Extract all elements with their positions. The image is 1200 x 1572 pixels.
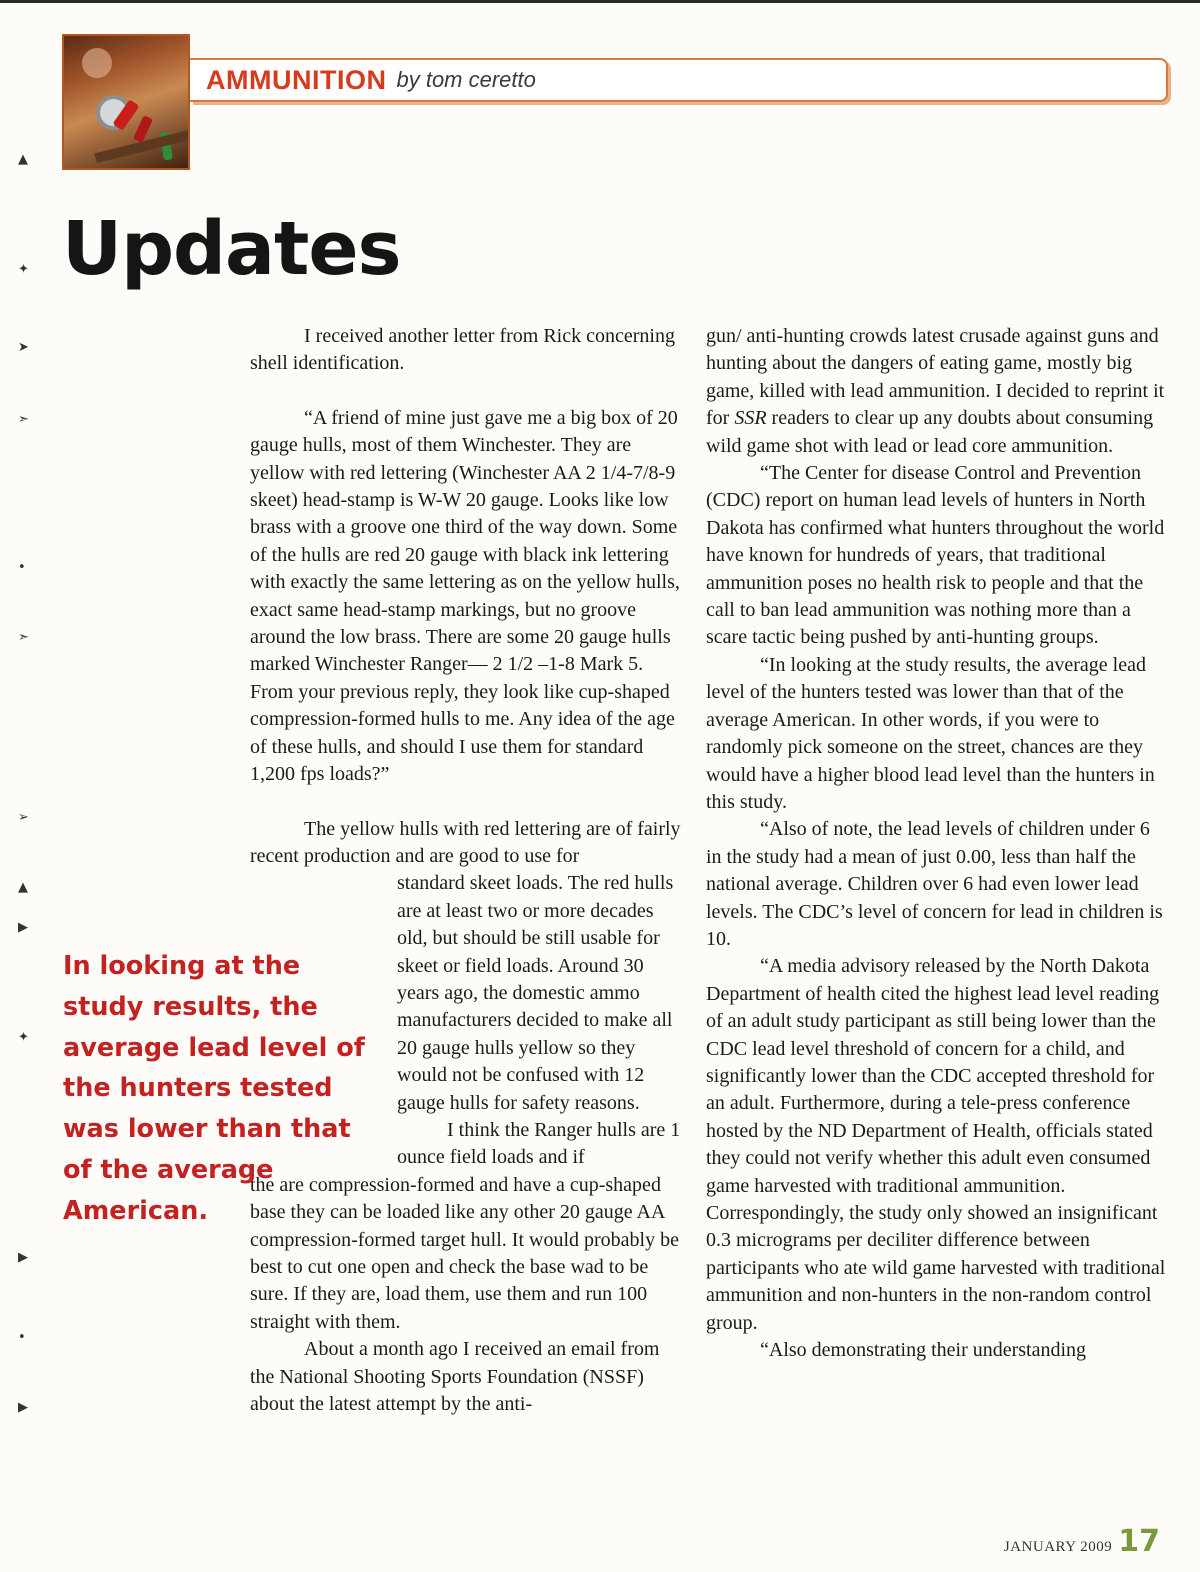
margin-mark: ➢ — [18, 810, 29, 825]
wrapped-text — [397, 870, 688, 1171]
margin-mark: ▶ — [18, 1400, 28, 1415]
section-name: AMMUNITION — [206, 64, 387, 95]
paragraph: “A media advisory released by the North Dakota Department of health cited the highest lead level reading of an adult study participant as still being lower than the CDC lead level threshold of concern for a child, and significantly lower than the CDC accepted threshold for an adult. Furthermore, during a tele-press conference hosted by the ND Department of Health, officials stated they could not verify whether this adult even consumed game harvested with traditional ammunition. Correspondingly, the study only showed an insignificant 0.3 micrograms per deciliter difference between participants who ate wild game harvested with traditional ammunition and non-hunters in the non-random control group. — [706, 955, 1166, 1334]
header-photo-ammunition — [62, 34, 190, 170]
margin-mark: ➤ — [18, 340, 29, 355]
byline: by tom ceretto — [396, 67, 536, 92]
margin-mark: ➣ — [18, 412, 29, 427]
paragraph: “Also of note, the lead levels of children under 6 in the study had a mean of just 0.00, less than half the national average. Children over 6 had even lower lead levels. The CDC’s level of concern for lead in children is 10. — [706, 818, 1163, 950]
margin-mark: ▶ — [18, 920, 28, 935]
margin-mark: ▲ — [18, 152, 28, 167]
margin-registration-marks — [6, 150, 40, 1490]
margin-mark: • — [18, 1330, 26, 1345]
pull-quote: In looking at the study results, the average lead level of the hunters tested was lower than that of the average American. — [63, 951, 365, 1226]
paragraph: About a month ago I received an email from the National Shooting Sports Foundation (NSSF) about the latest attempt by the anti- — [250, 1338, 660, 1416]
margin-mark: ➣ — [18, 630, 29, 645]
paragraph: gun/ anti-hunting crowds latest crusade against guns and hunting about the dangers of eating game, mostly big game, killed with lead ammunition. I decided to reprint it for SSR readers to clear up any doubts about consuming wild game shot with lead or lead core ammunition. — [706, 325, 1165, 457]
paragraph: standard skeet loads. The red hulls are at least two or more decades old, but should be still usable for skeet or field loads. Around 30 years ago, the domestic ammo manufacturers decided to make all 20 gauge hulls yellow so they would not be confused with 12 gauge hulls for safety reasons. — [397, 872, 674, 1114]
magazine-abbreviation: SSR — [734, 407, 767, 430]
paragraph: I think the Ranger hulls are 1 ounce field loads and if — [397, 1118, 681, 1169]
paragraph: “The Center for disease Control and Prevention (CDC) report on human lead levels of hunters in North Dakota has confirmed what hunters throughout the world have known for hundreds of years, that traditional ammunition poses no health risk to people and that the call to ban lead ammunition was nothing more than a scare tactic being pushed by anti-hunting groups. — [706, 462, 1165, 649]
article-column-right — [706, 323, 1166, 1364]
paragraph: I received another letter from Rick concerning shell identification. — [250, 325, 675, 375]
margin-mark: ▶ — [18, 1250, 28, 1265]
margin-mark: ✦ — [18, 262, 29, 277]
paragraph: the are compression-formed and have a cup-shaped base they can be loaded like any other 20 gauge AA compression-formed target hull. It would probably be best to cut one open and check the base wad to be sure. If they are, load them, use them and run 100 straight with them. — [250, 1173, 679, 1333]
shotshell-red — [112, 99, 139, 130]
top-rule — [0, 0, 1200, 3]
paragraph: “In looking at the study results, the average lead level of the hunters tested was lower than that of the average American. In other words, if you were to randomly pick someone on the street, chances are they would have a higher blood lead level than the hunters in this study. — [706, 653, 1155, 813]
page-title: Updates — [62, 206, 401, 292]
paragraph: The yellow hulls with red lettering are of fairly recent production and are good to use for — [250, 817, 681, 867]
margin-mark: • — [18, 560, 26, 575]
margin-mark: ✦ — [18, 1030, 29, 1045]
issue-date: JANUARY 2009 — [1003, 1539, 1113, 1555]
margin-mark: ▲ — [18, 880, 28, 895]
paragraph: “Also demonstrating their understanding — [760, 1339, 1087, 1362]
article-column-middle — [250, 323, 688, 1418]
section-banner — [190, 58, 1168, 102]
page-number: 17 — [1118, 1524, 1160, 1559]
shell-decor — [82, 48, 112, 78]
page-footer — [1004, 1524, 1160, 1559]
paragraph-quoted-letter: “A friend of mine just gave me a big box of 20 gauge hulls, most of them Winchester. They are yellow with red lettering (Winchester AA 2 1/4-7/8-9 skeet) head-stamp is W-W 20 gauge. Looks like low brass with a groove one third of the way down. Some of the hulls are red 20 gauge with black ink lettering with exactly the same lettering as on the yellow hulls, exact same head-stamp markings, but no groove around the low brass. There are some 20 gauge hulls marked Winchester Ranger— 2 1/2 –1-8 Mark 5. From your previous reply, they look like cup-shaped compression-formed hulls to me. Any idea of the age of these hulls, and should I use them for standard 1,200 fps loads?” — [250, 406, 680, 786]
